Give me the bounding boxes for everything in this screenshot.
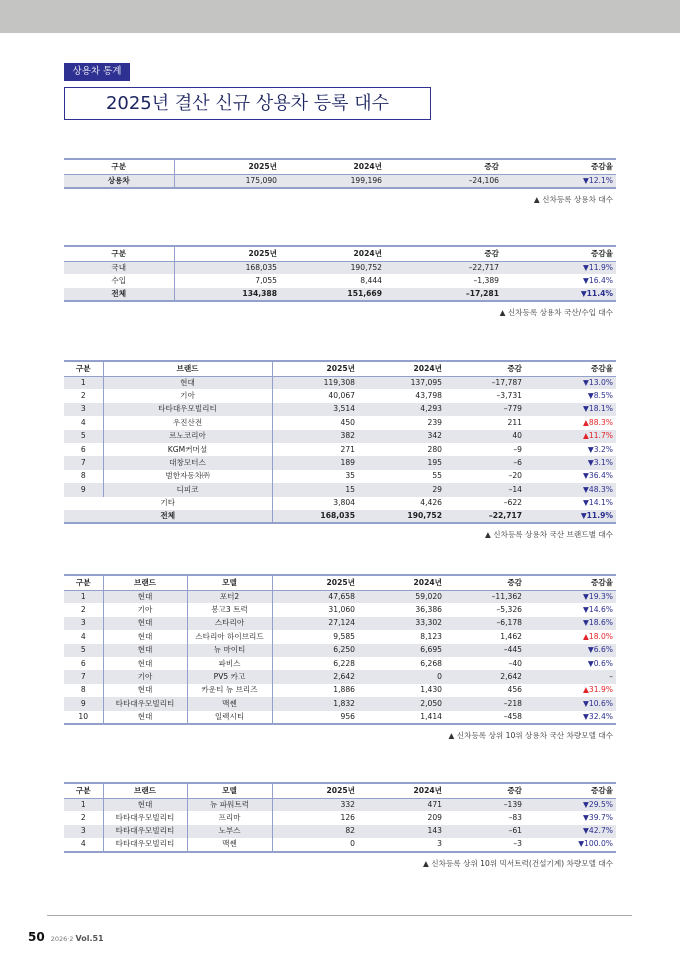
table-cell: 4,293 <box>358 403 445 416</box>
row-label: 4 <box>64 630 103 643</box>
table-cell: 36,386 <box>415 605 442 615</box>
table-row <box>64 798 616 811</box>
column-header: 증감 <box>385 246 502 261</box>
row-label: 일렉시티 <box>187 711 272 724</box>
table-cell: 2,642 <box>445 670 525 683</box>
row-label: 타타대우모빌리티 <box>103 825 187 838</box>
row-label: 뉴 마이티 <box>187 644 272 657</box>
row-label: 전체 <box>64 510 272 523</box>
table-cell: 456 <box>507 685 522 695</box>
table-cell: 271 <box>340 444 355 454</box>
row-label: 전체 <box>64 288 174 301</box>
issue-date: 2026·2 <box>50 935 74 943</box>
table-cell: 29 <box>358 483 445 496</box>
table-row <box>64 174 616 188</box>
table-cell: –17,281 <box>385 288 502 301</box>
row-label: 7 <box>64 670 103 683</box>
table-cell: 8,444 <box>360 276 382 286</box>
table-cell: 190,752 <box>358 510 445 523</box>
table-cell: –6 <box>445 456 525 469</box>
table-cell: 6,250 <box>272 644 358 657</box>
column-header: 2025년 <box>272 361 358 376</box>
row-label: 7 <box>64 456 103 469</box>
table-row <box>64 483 616 496</box>
change-rate: ▼39.7% <box>583 813 613 823</box>
column-header: 2025년 <box>272 575 358 590</box>
header-row <box>64 575 616 590</box>
row-label: 9 <box>64 483 103 496</box>
table-section-mixer-trucks <box>64 782 616 869</box>
header-row <box>64 783 616 798</box>
table-cell: 3,514 <box>272 403 358 416</box>
column-header: 브랜드 <box>103 783 187 798</box>
change-rate: ▼14.6% <box>583 605 613 615</box>
row-label: 르노코리아 <box>103 430 272 443</box>
table-cell: 0 <box>272 838 358 851</box>
summary-row <box>64 497 616 510</box>
change-rate: ▼29.5% <box>525 798 616 811</box>
table-section-domestic-import <box>64 245 616 318</box>
table-cell: 31,060 <box>328 605 355 615</box>
change-rate: ▼6.6% <box>525 644 616 657</box>
table-cell: 1,430 <box>420 685 442 695</box>
change-rate: ▼36.4% <box>583 471 613 481</box>
table-cell: –779 <box>445 403 525 416</box>
table-caption: ▲ 신차등록 상용차 대수 <box>533 194 613 204</box>
row-label: 현대 <box>103 798 187 811</box>
footer-divider <box>47 915 632 916</box>
row-label: 기아 <box>103 389 272 402</box>
table-cell: 1,414 <box>358 711 445 724</box>
table-cell: 3 <box>358 838 445 851</box>
table-cell: –61 <box>445 825 525 838</box>
stats-table <box>64 360 616 524</box>
table-caption: ▲ 신차등록 상용차 국산/수입 대수 <box>499 308 613 318</box>
table-cell: –22,717 <box>445 510 525 523</box>
table-cell: 40,067 <box>328 391 355 401</box>
table-row <box>64 825 616 838</box>
table-cell: –22,717 <box>385 261 502 274</box>
table-cell: –24,106 <box>385 174 502 188</box>
change-rate: ▼100.0% <box>525 838 616 851</box>
table-row <box>64 403 616 416</box>
column-header: 구분 <box>64 575 103 590</box>
table-row <box>64 430 616 443</box>
stats-table <box>64 574 616 725</box>
table-cell: 2,642 <box>272 670 358 683</box>
row-label: PV5 카고 <box>187 670 272 683</box>
column-header: 모델 <box>187 575 272 590</box>
table-cell: 6,695 <box>358 644 445 657</box>
table-cell: 209 <box>427 813 442 823</box>
row-label: 4 <box>64 838 103 851</box>
row-label: 3 <box>64 617 103 630</box>
change-rate: ▲18.0% <box>583 631 613 641</box>
row-label: 국내 <box>64 261 174 274</box>
table-cell: –139 <box>445 798 525 811</box>
change-rate: ▲11.7% <box>525 430 616 443</box>
table-cell: –6,178 <box>445 617 525 630</box>
table-row <box>64 697 616 710</box>
table-cell: 9,585 <box>333 631 355 641</box>
row-label: 맥쎈 <box>187 838 272 851</box>
row-label: 상용차 <box>64 174 174 188</box>
row-label: 5 <box>64 644 103 657</box>
table-cell: –1,389 <box>473 276 499 286</box>
row-label: 현대 <box>103 684 187 697</box>
change-rate: ▲31.9% <box>583 685 613 695</box>
table-row <box>64 416 616 429</box>
table-cell: 82 <box>272 825 358 838</box>
column-header: 2024년 <box>280 159 385 174</box>
change-rate: ▼8.5% <box>587 391 613 401</box>
table-cell: 280 <box>427 444 442 454</box>
change-rate: – <box>525 670 616 683</box>
column-header: 증감 <box>385 159 502 174</box>
row-label: 파비스 <box>187 657 272 670</box>
change-rate: ▲88.3% <box>583 417 613 427</box>
change-rate: ▼11.9% <box>525 510 616 523</box>
table-cell: 190,752 <box>280 261 385 274</box>
change-rate: ▼3.2% <box>587 444 613 454</box>
row-label: 현대 <box>103 644 187 657</box>
row-label: 노부스 <box>187 825 272 838</box>
table-row <box>64 456 616 469</box>
row-label: 현대 <box>103 590 187 603</box>
table-cell: –458 <box>445 711 525 724</box>
table-row <box>64 657 616 670</box>
table-cell: 1,462 <box>500 631 522 641</box>
row-label: 8 <box>64 684 103 697</box>
column-header: 증감율 <box>525 575 616 590</box>
table-row <box>64 670 616 683</box>
column-header: 브랜드 <box>103 575 187 590</box>
table-cell: 27,124 <box>272 617 358 630</box>
row-label: 현대 <box>103 376 272 389</box>
table-cell: 4,426 <box>420 498 442 508</box>
table-section-commercial-total <box>64 158 616 205</box>
column-header: 증감율 <box>502 246 616 261</box>
table-cell: 6,228 <box>333 658 355 668</box>
row-label: 디피코 <box>103 483 272 496</box>
row-label: 1 <box>64 590 103 603</box>
table-cell: 342 <box>358 430 445 443</box>
row-label: 우진산전 <box>103 416 272 429</box>
table-cell: –5,326 <box>496 605 522 615</box>
table-row <box>64 630 616 643</box>
row-label: 1 <box>64 798 103 811</box>
table-row <box>64 590 616 603</box>
change-rate: ▼14.1% <box>583 498 613 508</box>
table-cell: 43,798 <box>415 391 442 401</box>
table-cell: 8,123 <box>420 631 442 641</box>
column-header: 2025년 <box>174 159 280 174</box>
table-cell: 1,832 <box>272 697 358 710</box>
table-row <box>64 617 616 630</box>
table-cell: –9 <box>513 444 522 454</box>
table-cell: –17,787 <box>445 376 525 389</box>
table-cell: 1,886 <box>333 685 355 695</box>
column-header: 증감 <box>445 575 525 590</box>
row-label: 3 <box>64 403 103 416</box>
table-row <box>64 443 616 456</box>
page-title-box <box>64 87 431 120</box>
table-row <box>64 470 616 483</box>
row-label: 2 <box>64 603 103 616</box>
row-label: 1 <box>64 376 103 389</box>
row-label: 맥쎈 <box>187 697 272 710</box>
column-header: 증감 <box>445 783 525 798</box>
row-label: 스타리아 <box>187 617 272 630</box>
table-cell: –445 <box>445 644 525 657</box>
table-cell: –218 <box>445 697 525 710</box>
page-number: 50 <box>28 930 45 944</box>
table-row <box>64 811 616 824</box>
column-header: 증감 <box>445 361 525 376</box>
change-rate: ▼42.7% <box>525 825 616 838</box>
table-cell: 956 <box>272 711 358 724</box>
change-rate: ▼11.9% <box>502 261 616 274</box>
row-label: 3 <box>64 825 103 838</box>
table-cell: 239 <box>427 417 442 427</box>
row-label: 기아 <box>103 670 187 683</box>
row-label: 2 <box>64 389 103 402</box>
change-rate: ▼12.1% <box>502 174 616 188</box>
table-cell: 7,055 <box>255 276 277 286</box>
column-header: 증감율 <box>502 159 616 174</box>
change-rate: ▼48.3% <box>525 483 616 496</box>
table-cell: 55 <box>432 471 442 481</box>
header-row <box>64 159 616 174</box>
row-label: 5 <box>64 430 103 443</box>
table-cell: 2,050 <box>358 697 445 710</box>
table-cell: 332 <box>272 798 358 811</box>
column-header: 2024년 <box>358 575 445 590</box>
change-rate: ▼13.0% <box>525 376 616 389</box>
row-label: 2 <box>64 811 103 824</box>
change-rate: ▼10.6% <box>525 697 616 710</box>
row-label: 타타대우모빌리티 <box>103 697 187 710</box>
page-title: 2025년 결산 신규 상용차 등록 대수 <box>105 93 390 114</box>
total-row <box>64 288 616 301</box>
table-row <box>64 274 616 287</box>
table-cell: 168,035 <box>272 510 358 523</box>
column-header: 모델 <box>187 783 272 798</box>
column-header: 2024년 <box>280 246 385 261</box>
column-header: 2025년 <box>272 783 358 798</box>
issue-volume: Vol.51 <box>75 934 104 943</box>
change-rate: ▼32.4% <box>525 711 616 724</box>
table-section-brand <box>64 360 616 540</box>
row-label: 기아 <box>103 603 187 616</box>
change-rate: ▼16.4% <box>583 276 613 286</box>
column-header: 브랜드 <box>103 361 272 376</box>
table-cell: –40 <box>508 658 522 668</box>
change-rate: ▼19.3% <box>525 590 616 603</box>
column-header: 증감율 <box>525 783 616 798</box>
row-label: 타타대우모빌리티 <box>103 811 187 824</box>
column-header: 증감율 <box>525 361 616 376</box>
table-cell: 199,196 <box>280 174 385 188</box>
table-row <box>64 838 616 851</box>
row-label: 범한자동차㈜ <box>103 470 272 483</box>
change-rate: ▼0.6% <box>587 658 613 668</box>
row-label: 프리마 <box>187 811 272 824</box>
table-cell: 195 <box>358 456 445 469</box>
table-cell: 15 <box>272 483 358 496</box>
table-cell: 126 <box>340 813 355 823</box>
table-row <box>64 711 616 724</box>
row-label: 타타대우모빌리티 <box>103 403 272 416</box>
table-cell: 0 <box>358 670 445 683</box>
row-label: 카운티 뉴 브리즈 <box>187 684 272 697</box>
row-label: 6 <box>64 443 103 456</box>
stats-table <box>64 158 616 189</box>
table-cell: –20 <box>508 471 522 481</box>
table-cell: 33,302 <box>358 617 445 630</box>
table-caption: ▲ 신차등록 상위 10위 상용차 국산 차량모델 대수 <box>448 730 613 740</box>
table-row <box>64 261 616 274</box>
table-cell: 6,268 <box>420 658 442 668</box>
table-cell: 137,095 <box>358 376 445 389</box>
table-row <box>64 376 616 389</box>
table-cell: –83 <box>508 813 522 823</box>
column-header: 구분 <box>64 361 103 376</box>
change-rate: ▼11.4% <box>502 288 616 301</box>
column-header: 구분 <box>64 246 174 261</box>
row-label: 대창모터스 <box>103 456 272 469</box>
table-cell: 47,658 <box>272 590 358 603</box>
row-label: 봉고3 트럭 <box>187 603 272 616</box>
table-cell: 175,090 <box>174 174 280 188</box>
row-label: 4 <box>64 416 103 429</box>
change-rate: ▼18.1% <box>525 403 616 416</box>
table-cell: 168,035 <box>174 261 280 274</box>
row-label: 기타 <box>64 497 272 510</box>
row-label: 스타리아 하이브리드 <box>187 630 272 643</box>
header-row <box>64 246 616 261</box>
column-header: 2024년 <box>358 361 445 376</box>
change-rate: ▼18.6% <box>525 617 616 630</box>
table-cell: –11,362 <box>445 590 525 603</box>
table-cell: –3,731 <box>496 391 522 401</box>
table-cell: 35 <box>345 471 355 481</box>
table-row <box>64 644 616 657</box>
column-header: 구분 <box>64 783 103 798</box>
table-cell: 382 <box>272 430 358 443</box>
table-cell: 134,388 <box>174 288 280 301</box>
table-caption: ▲ 신차등록 상용차 국산 브랜드별 대수 <box>485 530 613 540</box>
table-cell: –14 <box>445 483 525 496</box>
table-caption: ▲ 신차등록 상위 10위 믹서트럭(건설기계) 차량모델 대수 <box>423 858 613 868</box>
header-band <box>0 0 680 33</box>
row-label: 현대 <box>103 657 187 670</box>
page-footer <box>28 926 104 942</box>
column-header: 2024년 <box>358 783 445 798</box>
column-header: 2025년 <box>174 246 280 261</box>
row-label: 현대 <box>103 711 187 724</box>
row-label: 포터2 <box>187 590 272 603</box>
table-cell: –622 <box>503 498 522 508</box>
row-label: 뉴 파워트럭 <box>187 798 272 811</box>
table-cell: 471 <box>358 798 445 811</box>
table-cell: 143 <box>358 825 445 838</box>
table-cell: 189 <box>272 456 358 469</box>
table-cell: 450 <box>340 417 355 427</box>
table-cell: 151,669 <box>280 288 385 301</box>
column-header: 구분 <box>64 159 174 174</box>
table-row <box>64 603 616 616</box>
table-row <box>64 684 616 697</box>
row-label: 10 <box>64 711 103 724</box>
row-label: 6 <box>64 657 103 670</box>
total-row <box>64 510 616 523</box>
table-cell: –3 <box>445 838 525 851</box>
row-label: 타타대우모빌리티 <box>103 838 187 851</box>
row-label: 현대 <box>103 617 187 630</box>
table-row <box>64 389 616 402</box>
row-label: 수입 <box>64 274 174 287</box>
row-label: KGM커머셜 <box>103 443 272 456</box>
section-tag: 상용차 통계 <box>64 63 130 81</box>
stats-table <box>64 782 616 853</box>
table-section-top10-models <box>64 574 616 741</box>
table-cell: 59,020 <box>358 590 445 603</box>
header-row <box>64 361 616 376</box>
row-label: 현대 <box>103 630 187 643</box>
change-rate: ▼3.1% <box>525 456 616 469</box>
row-label: 9 <box>64 697 103 710</box>
table-cell: 40 <box>445 430 525 443</box>
stats-table <box>64 245 616 302</box>
table-cell: 3,804 <box>333 498 355 508</box>
table-cell: 119,308 <box>272 376 358 389</box>
table-cell: 211 <box>507 417 522 427</box>
row-label: 8 <box>64 470 103 483</box>
